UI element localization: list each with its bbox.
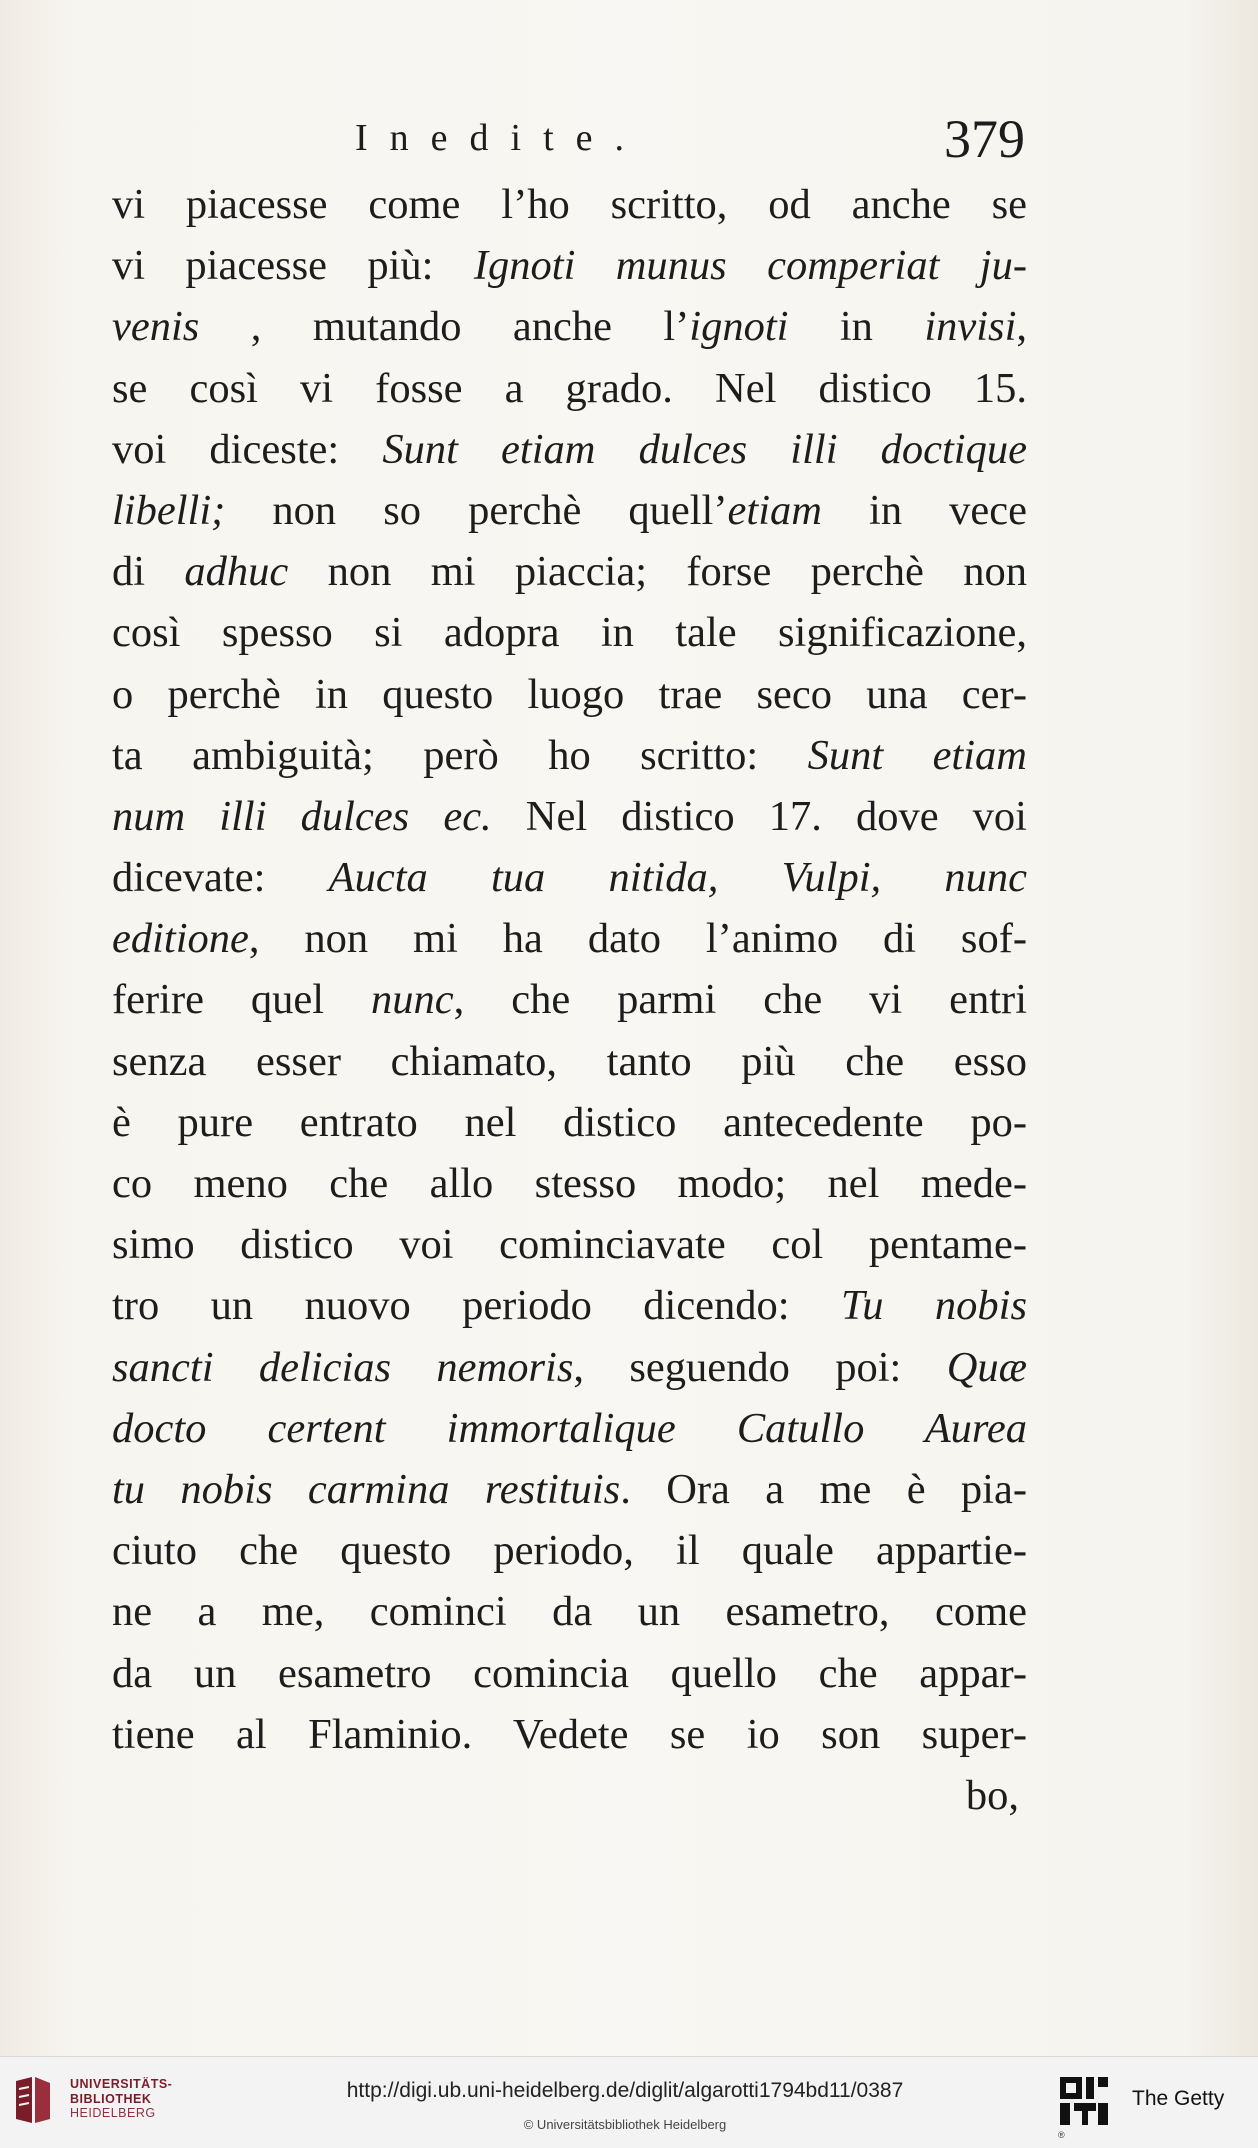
text-line xyxy=(112,847,1027,908)
text-segment: di xyxy=(112,548,185,596)
text-segment: Nel distico 17. dove voi xyxy=(491,792,1027,840)
text-line xyxy=(112,419,1027,480)
text-segment: in vece xyxy=(821,486,1027,534)
text-segment: , xyxy=(1016,303,1028,351)
text-line xyxy=(112,664,1027,725)
text-segment: , mutando anche l’ xyxy=(250,303,690,351)
text-line xyxy=(112,480,1027,541)
text-segment: co meno che allo stesso modo; nel mede- xyxy=(112,1160,1027,1207)
text-segment: non so perchè quell’ xyxy=(225,486,728,534)
text-line xyxy=(112,725,1027,786)
text-segment: in xyxy=(788,303,925,351)
text-segment: , che parmi che vi entri xyxy=(453,976,1027,1024)
italic-text-segment: adhuc xyxy=(184,548,289,596)
text-segment: . Ora a me è pia- xyxy=(620,1465,1027,1513)
italic-text-segment: ignoti xyxy=(689,303,789,351)
text-segment: da un esametro comincia quello che appar- xyxy=(112,1649,1027,1697)
university-line-1: UNIVERSITÄTS- xyxy=(70,2077,173,2091)
text-segment: tiene al Flaminio. Vedete se io son super- xyxy=(112,1710,1027,1758)
copyright-notice: © Universitätsbibliothek Heidelberg xyxy=(523,2117,727,2132)
text-line xyxy=(112,1092,1027,1153)
text-segment: se così vi fosse a grado. Nel distico 15. xyxy=(112,364,1027,412)
text-segment: ta ambiguità; però ho scritto: xyxy=(112,731,808,779)
text-segment: dicevate: xyxy=(112,854,329,902)
getty-logo-icon xyxy=(1058,2075,1110,2127)
italic-text-segment: Quæ xyxy=(946,1343,1027,1391)
text-segment: così spesso si adopra in tale significazione, xyxy=(112,609,1027,657)
text-line xyxy=(112,541,1027,602)
text-segment: è pure entrato nel distico antecedente po- xyxy=(112,1098,1027,1146)
text-line xyxy=(112,1581,1027,1642)
text-segment: senza esser chiamato, tanto più che esso xyxy=(112,1037,1027,1085)
body-text xyxy=(112,174,1027,1826)
university-line-2: BIBLIOTHEK xyxy=(70,2091,152,2106)
text-line xyxy=(112,602,1027,663)
text-line xyxy=(112,1643,1027,1704)
text-segment: o perchè in questo luogo trae seco una cer- xyxy=(112,670,1027,718)
text-line xyxy=(112,1275,1027,1336)
text-segment: vi piacesse come l’ho scritto, od anche se xyxy=(112,181,1027,228)
text-segment: simo distico voi cominciavate col pentame- xyxy=(112,1221,1027,1269)
text-segment: ciuto che questo periodo, il quale appartie- xyxy=(112,1527,1027,1575)
text-line xyxy=(112,235,1027,296)
italic-text-segment: etiam xyxy=(727,486,822,534)
getty-name: The Getty xyxy=(1132,2087,1225,2110)
text-line xyxy=(112,358,1027,419)
text-line xyxy=(112,1337,1027,1398)
permalink-url[interactable]: http://digi.ub.uni-heidelberg.de/diglit/algarotti1794bd11/0387 xyxy=(346,2079,904,2102)
text-line xyxy=(112,1153,1027,1214)
text-line xyxy=(112,1520,1027,1581)
university-line-3: HEIDELBERG xyxy=(70,2106,156,2120)
running-head: Inedite. xyxy=(355,117,647,159)
text-segment: ne a me, cominci da un esametro, come xyxy=(112,1588,1027,1636)
university-library-name xyxy=(70,2077,172,2121)
text-line xyxy=(112,1765,1027,1826)
italic-text-segment: editione xyxy=(112,915,249,963)
italic-text-segment: Ignoti munus comperiat ju- xyxy=(473,242,1027,290)
text-segment: voi diceste: xyxy=(112,425,383,473)
text-segment: bo, xyxy=(965,1771,1019,1819)
text-segment: , non mi ha dato l’animo di sof- xyxy=(248,915,1027,963)
text-line xyxy=(112,1459,1027,1520)
text-line xyxy=(112,1704,1027,1765)
page-header xyxy=(355,108,1025,168)
italic-text-segment: tu nobis carmina restituis xyxy=(112,1465,621,1513)
italic-text-segment: Sunt etiam xyxy=(807,731,1027,779)
text-line xyxy=(112,1398,1027,1459)
text-line xyxy=(112,786,1027,847)
text-segment: tro un nuovo periodo dicendo: xyxy=(112,1282,841,1330)
italic-text-segment: Aucta tua nitida, Vulpi, nunc xyxy=(328,854,1027,902)
footer-bar xyxy=(0,2056,1258,2148)
italic-text-segment: nunc xyxy=(371,976,454,1024)
text-line xyxy=(112,908,1027,969)
italic-text-segment: venis xyxy=(112,303,251,351)
text-line xyxy=(112,296,1027,357)
text-line xyxy=(112,1214,1027,1275)
text-segment: non mi piaccia; forse perchè non xyxy=(288,548,1027,596)
text-line xyxy=(112,174,1027,235)
italic-text-segment: Tu nobis xyxy=(840,1282,1027,1330)
text-segment: ferire quel xyxy=(112,976,372,1024)
italic-text-segment: docto certent immortalique Catullo Aurea xyxy=(112,1404,1027,1452)
text-line xyxy=(112,1031,1027,1092)
page-number: 379 xyxy=(944,109,1025,169)
italic-text-segment: num illi dulces ec. xyxy=(112,792,492,840)
university-library-logo-icon xyxy=(12,2075,54,2127)
text-segment: , seguendo poi: xyxy=(573,1343,947,1391)
italic-text-segment: sancti delicias nemoris xyxy=(112,1343,574,1391)
italic-text-segment: invisi xyxy=(924,303,1017,351)
text-segment: vi piacesse più: xyxy=(112,242,474,290)
italic-text-segment: libelli; xyxy=(112,486,226,534)
italic-text-segment: Sunt etiam dulces illi doctique xyxy=(382,425,1027,473)
registered-mark: ® xyxy=(1058,2130,1065,2140)
text-line xyxy=(112,969,1027,1030)
